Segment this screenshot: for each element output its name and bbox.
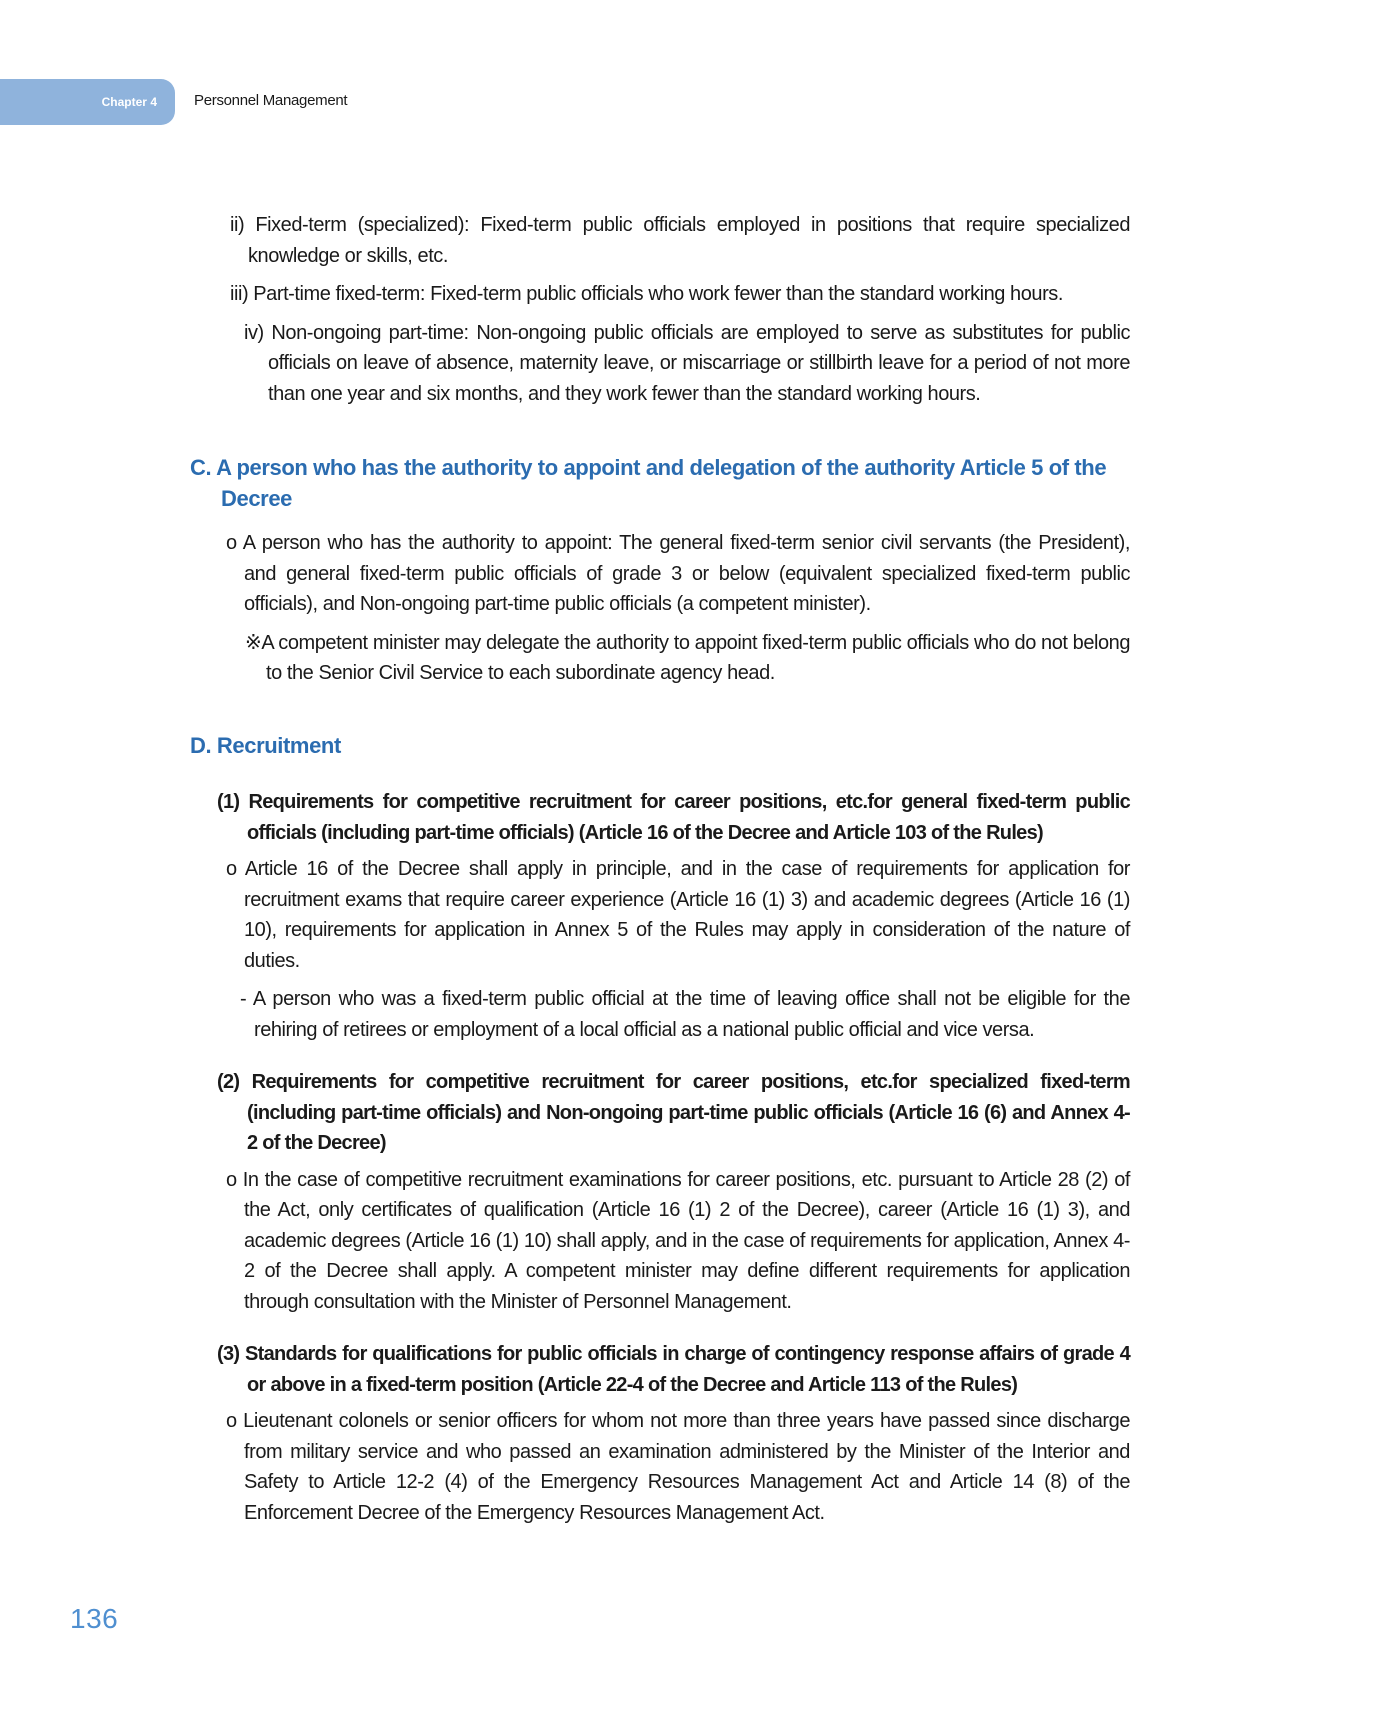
list-item-ii: ii) Fixed-term (specialized): Fixed-term public officials employed in positions that require specialized knowledge or skills, etc. bbox=[230, 214, 1130, 267]
section-d-heading: D. Recruitment bbox=[190, 732, 341, 758]
subsection-1-title: (1) Requirements for competitive recruitment for career positions, etc.for general fixed-term public officials (including part-time officials) (Article 16 of the Decree and Article 103 of the Rules) bbox=[217, 791, 1130, 844]
section-c-note: ※A competent minister may delegate the authority to appoint fixed-term public officials who do not belong to the Senior Civil Service to each subordinate agency head. bbox=[245, 631, 1130, 684]
section-c-bullet: o A person who has the authority to appoint: The general fixed-term senior civil servants (the President), and general fixed-term public officials of grade 3 or below (equivalent specialized fixed-term public officials), and Non-ongoing part-time public officials (a competent minister). bbox=[226, 532, 1130, 615]
subsection-2-title: (2) Requirements for competitive recruitment for career positions, etc.for specialized fixed-term (including part-time officials) and Non-ongoing part-time public officials (Article 16 (6) and Annex 4-2 of the Decree) bbox=[217, 1071, 1130, 1154]
subsection-2-bullet: o In the case of competitive recruitment examinations for career positions, etc. pursuant to Article 28 (2) of the Act, only certificates of qualification (Article 16 (1) 2 of the Decree), career (Article 16 (1) 3), and academic degrees (Article 16 (1) 10) shall apply, and in the case of requirements for application, Annex 4-2 of the Decree shall apply. A competent minister may define different requirements for application through consultation with the Minister of Personnel Management. bbox=[226, 1168, 1130, 1313]
subsection-1-bullet: o Article 16 of the Decree shall apply in principle, and in the case of requirements for application for recruitment exams that require career experience (Article 16 (1) 3) and academic degrees (Article 16 (1) 10), requirements for application in Annex 5 of the Rules may apply in consideration of the nature of duties. bbox=[226, 858, 1130, 972]
chapter-tab: Chapter 4 bbox=[0, 79, 175, 125]
list-item-iv: iv) Non-ongoing part-time: Non-ongoing public officials are employed to serve as substitutes for public officials on leave of absence, maternity leave, or miscarriage or stillbirth leave for a period of not more than one year and six months, and they work fewer than the standard working hours. bbox=[244, 321, 1130, 405]
page-content bbox=[190, 210, 1130, 1536]
list-item-iii: iii) Part-time fixed-term: Fixed-term public officials who work fewer than the standard working hours. bbox=[230, 283, 1063, 305]
subsection-3-title: (3) Standards for qualifications for public officials in charge of contingency response affairs of grade 4 or above in a fixed-term position (Article 22-4 of the Decree and Article 113 of the Rules) bbox=[217, 1343, 1130, 1396]
subsection-3-bullet: o Lieutenant colonels or senior officers for whom not more than three years have passed since discharge from military service and who passed an examination administered by the Minister of the Interior and Safety to Article 12-2 (4) of the Emergency Resources Management Act and Article 14 (8) of the Enforcement Decree of the Emergency Resources Management Act. bbox=[226, 1410, 1130, 1524]
page-number: 136 bbox=[70, 1603, 119, 1634]
running-header-title: Personnel Management bbox=[194, 92, 348, 109]
section-c-heading: C. A person who has the authority to appoint and delegation of the authority Article 5 of the Decree bbox=[190, 455, 1107, 511]
subsection-1-dash-item: - A person who was a fixed-term public official at the time of leaving office shall not be eligible for the rehiring of retirees or employment of a local official as a national public official and vice versa. bbox=[240, 988, 1130, 1041]
